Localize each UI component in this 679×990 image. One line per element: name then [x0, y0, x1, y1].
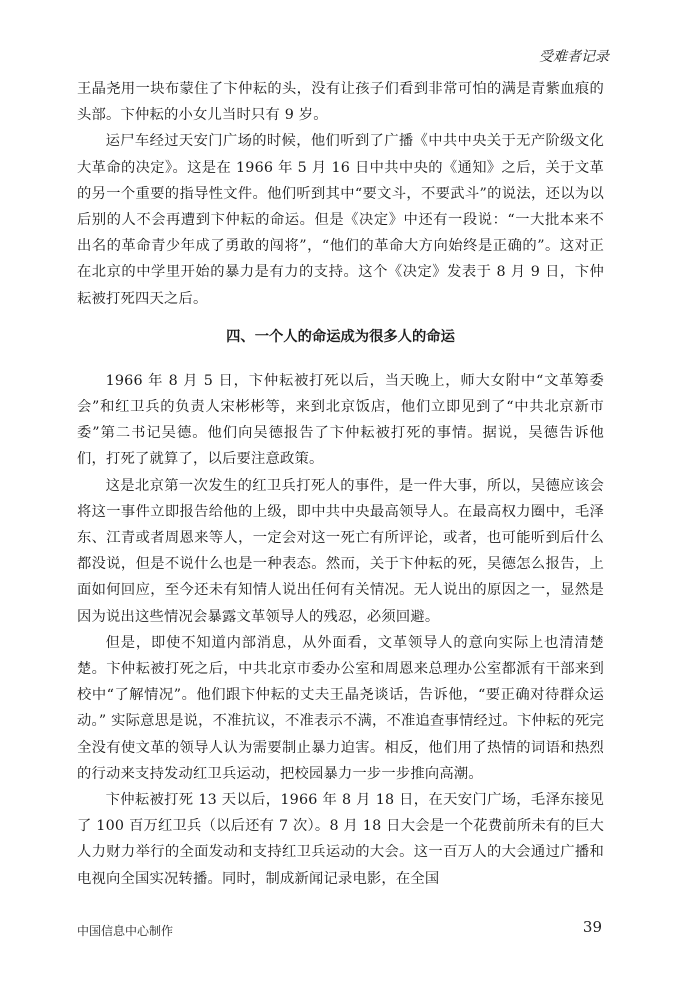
paragraph-4: 这是北京第一次发生的红卫兵打死人的事件，是一件大事，所以，吴德应该会将这一事件立即报告给他的上级，即中共中央最高领导人。在最高权力圈中，毛泽东、江青或者周恩来等人，一定会对这一死亡有所评论，或者，也可能听到后什么都没说，但是不说什么也是一种表态。然而，关于卞仲耘的死，吴德怎么报告，上面如何回应，至今还未有知情人说出任何有关情况。无人说出的原因之一，显然是因为说出这些情况会暴露文革领导人的残忍，必须回避。 [77, 477, 604, 625]
footer-publisher: 中国信息中心制作 [77, 924, 174, 938]
paragraph-6: 卞仲耘被打死 13 天以后，1966 年 8 月 18 日，在天安门广场，毛泽东接见了 100 百万红卫兵（以后还有 7 次）。8 月 18 日大会是一个花费前所未有的巨大人力财力举行的全面发动和支持红卫兵运动的大会。这一百万人的大会通过广播和电视向全国实况转播。同时，制成新闻记录电影，在全国 [77, 792, 604, 887]
paragraph-1: 王晶尧用一块布蒙住了卞仲耘的头，没有让孩子们看到非常可怕的满是青紫血痕的头部。卞仲耘的小女儿当时只有 9 岁。 [77, 81, 604, 124]
running-header: 受难者记录 [539, 49, 609, 65]
paragraph-5: 但是，即使不知道内部消息，从外面看，文革领导人的意向实际上也清清楚楚。卞仲耘被打死之后，中共北京市委办公室和周恩来总理办公室都派有干部来到校中“了解情况”。他们跟卞仲耘的丈夫王晶尧谈话，告诉他，“要正确对待群众运动。” 实际意思是说，不准抗议，不准表示不满，不准追查事情经过。卞仲耘的死完全没有使文革的领导人认为需要制止暴力迫害。相反，他们用了热情的词语和热烈的行动来支持发动红卫兵运动，把校园暴力一步一步推向高潮。 [77, 634, 604, 782]
page-number: 39 [582, 918, 602, 936]
paragraph-3: 1966 年 8 月 5 日，卞仲耘被打死以后，当天晚上，师大女附中“文革筹委会”和红卫兵的负责人宋彬彬等，来到北京饭店，他们立即见到了“中共北京新市委”第二书记吴德。他们向吴德报告了卞仲耘被打死的事情。据说，吴德告诉他们，打死了就算了，以后要注意政策。 [77, 372, 604, 468]
section-heading: 四、一个人的命运成为很多人的命运 [226, 328, 455, 345]
paragraph-2: 运尸车经过天安门广场的时候，他们听到了广播《中共中央关于无产阶级文化大革命的决定》。这是在 1966 年 5 月 16 日中共中央的《通知》之后，关于文革的另一个重要的指导性文件。他们听到其中“要文斗，不要武斗”的说法，还以为以后别的人不会再遭到卞仲耘的命运。但是《决定》中还有一段说：“一大批本来不出名的革命青少年成了勇敢的闯将”，“他们的革命大方向始终是正确的”。这对正在北京的中学里开始的暴力是有力的支持。这个《决定》发表于 8 月 9 日，卞仲耘被打死四天之后。 [77, 133, 604, 307]
page-body [77, 76, 604, 892]
